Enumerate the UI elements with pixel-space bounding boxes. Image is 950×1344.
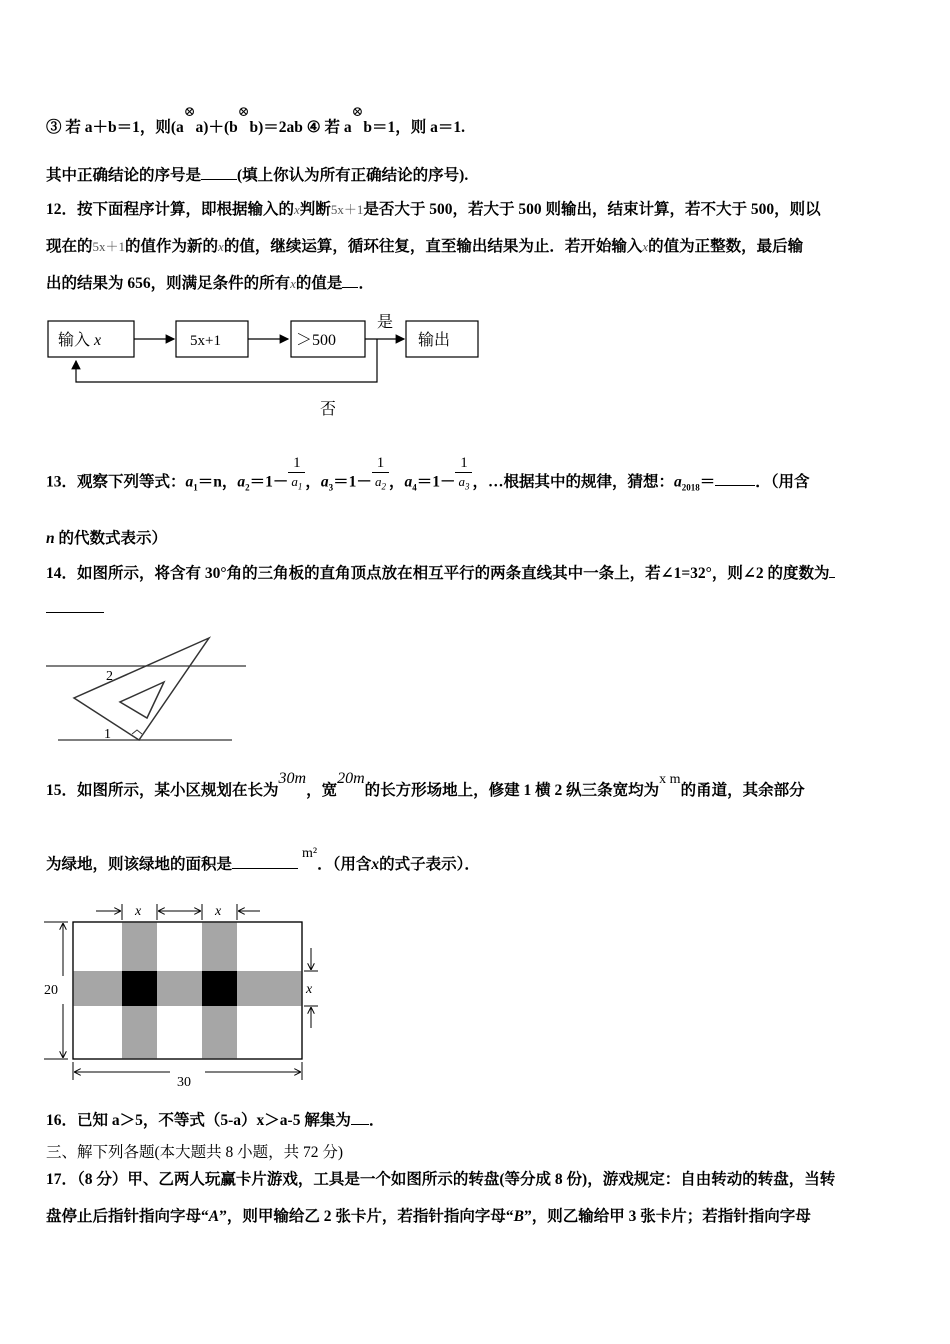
fraction: $\frac{1}{a_2}$ [372, 454, 389, 496]
q12-line1: 12．按下面程序计算，即根据输入的x判断5x＋1是否大于 500，若大于 500 则输出，结束计算，若不大于 500，则以 [46, 201, 821, 218]
answer-blank[interactable] [829, 563, 835, 578]
x-label-right: x [306, 982, 313, 997]
intersection-2 [202, 971, 237, 1006]
flow-yes-label: 是 [377, 314, 394, 331]
answer-blank[interactable] [715, 471, 755, 486]
width-label: 30 [177, 1075, 191, 1090]
otimes-symbol: ⊗ [351, 105, 364, 120]
q14-text: 14．如图所示，将含有 30°角的三角板的直角顶点放在相互平行的两条直线其中一条上，若∠1=32°，则∠2 的度数为 [46, 561, 835, 583]
otimes-symbol: ⊗ [183, 105, 196, 120]
fraction: $\frac{1}{a_1}$ [288, 454, 305, 496]
angle-2-label: 2 [106, 669, 113, 684]
q13-line2: n 的代数式表示） [46, 530, 168, 547]
flow-compare-label: ＞500 [296, 332, 337, 349]
q12-line3: 出的结果为 656，则满足条件的所有x的值是 ． [46, 275, 374, 292]
angle-1-label: 1 [104, 727, 111, 742]
flow-output-label: 输出 [418, 332, 451, 349]
answer-blank[interactable] [232, 854, 298, 869]
q11-answer-prompt: 其中正确结论的序号是 (填上你认为所有正确结论的序号). [46, 167, 469, 184]
otimes-symbol: ⊗ [237, 105, 250, 120]
flow-input-label: 输入 x [58, 332, 102, 349]
q13-line1: 13．观察下列等式：$a_1=n$，$a_2=1-$ $\frac{1}{a_1}$ ，$a_3=1-$ $\frac{1}{a_2}$ ，$a_4=1-$ $\frac{1}{a_3}$ ，…根据其中的规律，猜想：$a_{2018}=$ ．（用含 [46, 462, 810, 504]
flow-calc-label: 5x+1 [190, 333, 221, 349]
flow-no-label: 否 [320, 401, 337, 418]
q17-line2: 盘停止后指针指向字母“A”，则甲输给乙 2 张卡片，若指针指向字母“B”，则乙输给甲 3 张卡片；若指针指向字母 [46, 1208, 811, 1225]
intersection-1 [122, 971, 157, 1006]
x-label-top-2: x [215, 904, 222, 919]
horizontal-path [73, 971, 302, 1006]
q14-triangle-figure [44, 632, 254, 747]
q16-text: 16．已知 a＞5，不等式（5-a）x＞a-5 解集为 ． [46, 1112, 385, 1129]
height-label: 20 [44, 983, 58, 998]
answer-blank[interactable] [351, 1110, 369, 1125]
answer-blank-continued[interactable] [46, 612, 104, 613]
q15-line1: 15．如图所示，某小区规划在长为30m，宽20m的长方形场地上，修建 1 横 2 纵三条宽均为x m的甬道，其余部分 [46, 770, 805, 799]
section-3-heading: 三、解下列各题(本大题共 8 小题，共 72 分) [46, 1144, 344, 1161]
q15-field-figure [40, 896, 330, 1092]
fraction: $\frac{1}{a_3}$ [455, 454, 472, 496]
answer-blank[interactable] [342, 273, 358, 288]
q17-line1: 17．（8 分）甲、乙两人玩赢卡片游戏，工具是一个如图所示的转盘(等分成 8 份)，游戏规定：自由转动的转盘，当转 [46, 1171, 836, 1188]
answer-blank[interactable] [201, 165, 237, 180]
q15-line2: 为绿地，则该绿地的面积是m²．（用含x的式子表示）． [46, 846, 480, 873]
q12-flowchart [40, 308, 500, 423]
q11-statement-3-4: ③ 若 a＋b＝1，则(a⊗a)＋(b⊗b)＝2ab ④ 若 a⊗b＝1，则 a＝1. [46, 105, 466, 136]
q12-line2: 现在的5x＋1的值作为新的x的值，继续运算，循环往复，直至输出结果为止．若开始输入x的值为正整数，最后输 [46, 238, 804, 255]
x-label-top-1: x [135, 904, 142, 919]
